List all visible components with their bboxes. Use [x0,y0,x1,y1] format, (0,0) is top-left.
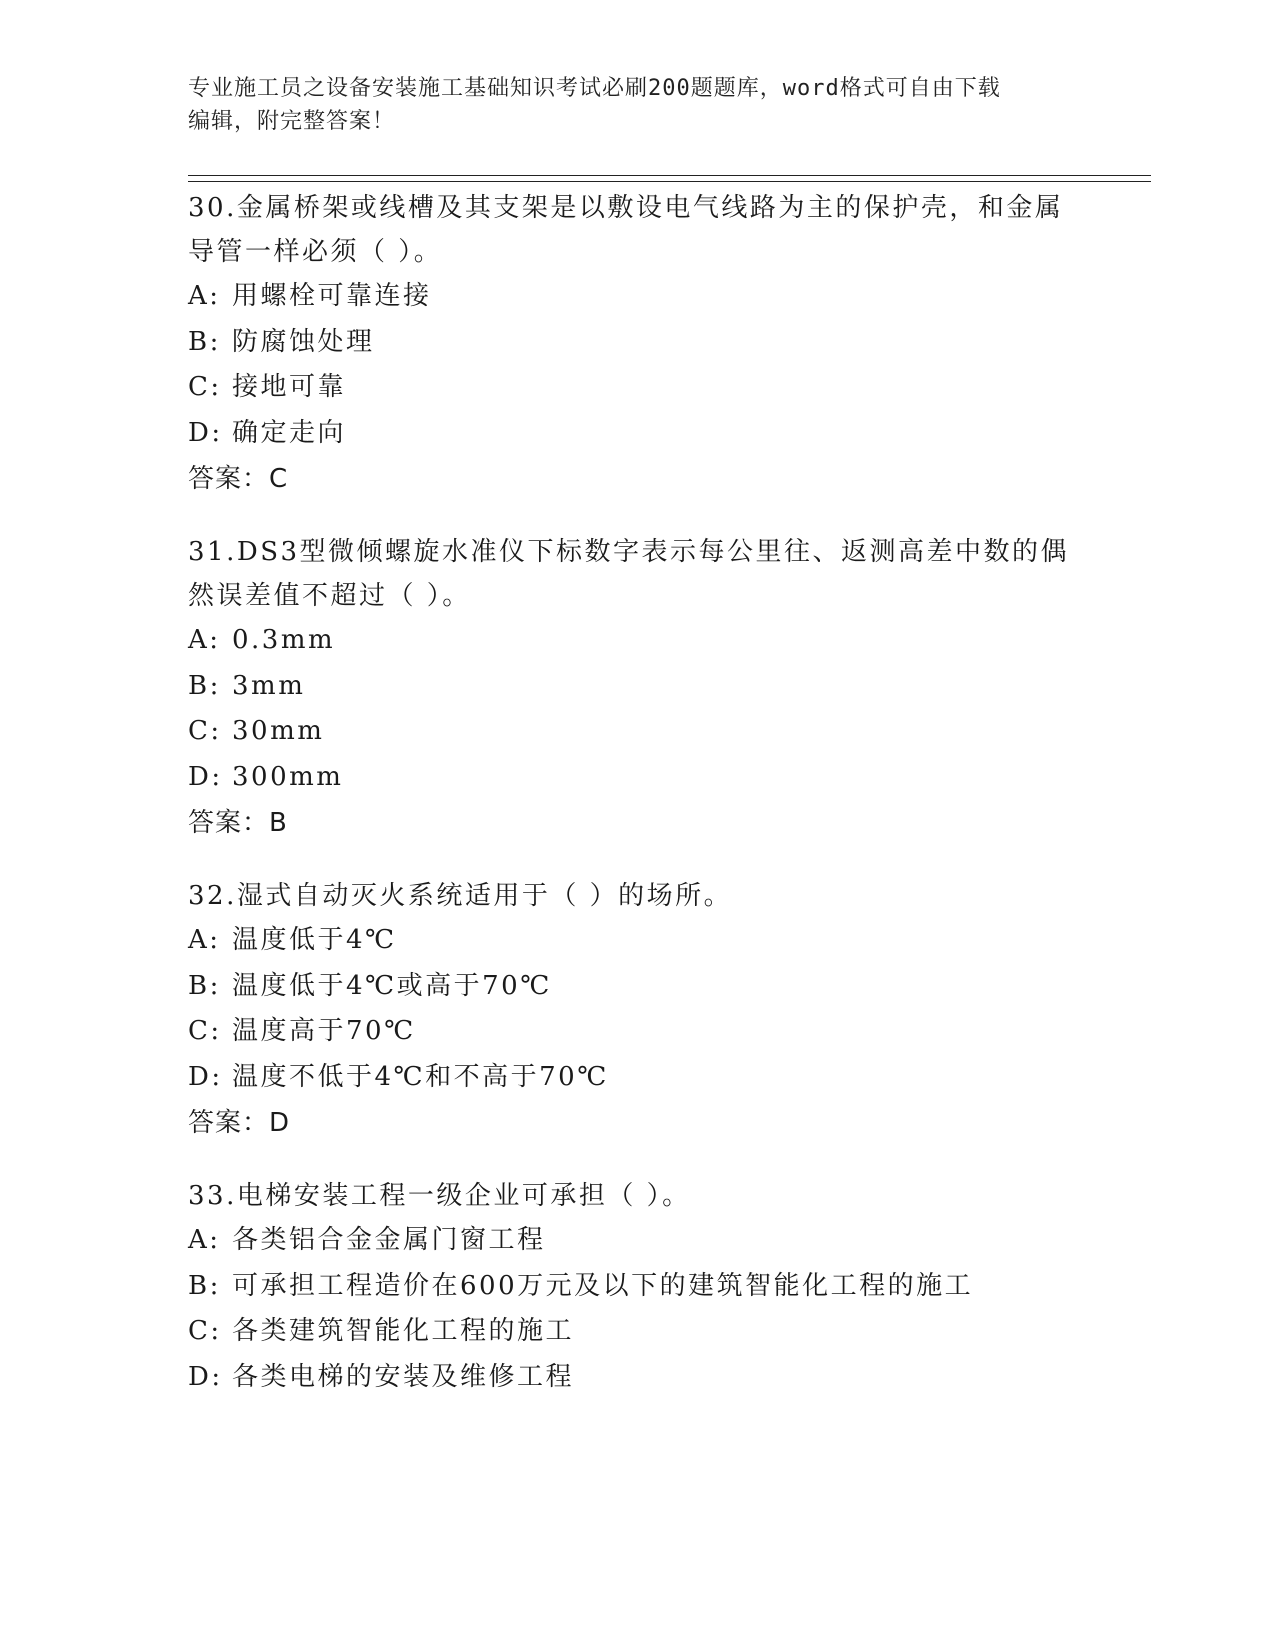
question-text-line-2: 导管一样必须（ ）。 [188,237,443,267]
option-text: 可承担工程造价在600万元及以下的建筑智能化工程的施工 [232,1270,974,1301]
option-letter: A: [188,625,221,655]
option-letter: A: [188,925,221,955]
option-text: 用螺栓可靠连接 [232,281,432,311]
option-c [188,365,1088,411]
option-letter: C: [188,716,222,746]
option-text: 温度不低于4℃和不高于70℃ [232,1061,609,1092]
question-32 [188,874,1088,1146]
option-letter: D: [188,1361,223,1392]
option-text: 各类铝合金金属门窗工程 [232,1225,546,1255]
option-text: 温度低于4℃ [232,925,397,955]
option-c [188,709,1088,755]
option-letter: B: [188,1270,221,1301]
option-text: 接地可靠 [232,372,347,402]
question-31 [188,530,1088,846]
question-list [188,186,1088,1428]
question-33 [188,1174,1088,1400]
option-text: 3mm [232,670,306,701]
option-text: 温度低于4℃或高于70℃ [232,970,552,1001]
option-letter: B: [188,326,221,357]
question-text-line-1: 32.湿式自动灭火系统适用于（ ）的场所。 [188,881,733,911]
question-30 [188,186,1088,502]
option-b [188,320,1088,366]
option-a [188,1218,1088,1264]
option-text: 确定走向 [232,417,347,448]
option-a [188,274,1088,320]
option-text: 0.3mm [232,625,336,655]
answer-line: 答案：D [188,1108,291,1138]
option-letter: D: [188,1061,223,1092]
option-letter: D: [188,761,223,792]
option-letter: A: [188,281,221,311]
question-text-line-2: 然误差值不超过（ ）。 [188,581,471,611]
header-line-1: 专业施工员之设备安装施工基础知识考试必刷200题题库，word格式可自由下载 [188,76,1001,101]
option-a [188,918,1088,964]
option-d [188,755,1088,801]
question-text-line-1: 33.电梯安装工程一级企业可承担（ ）。 [188,1181,691,1211]
option-letter: C: [188,372,222,402]
option-c [188,1009,1088,1055]
option-text: 防腐蚀处理 [232,326,375,357]
option-b [188,664,1088,710]
option-d [188,411,1088,457]
option-text: 各类电梯的安装及维修工程 [232,1361,575,1392]
option-text: 各类建筑智能化工程的施工 [232,1316,575,1346]
option-letter: A: [188,1225,221,1255]
option-letter: D: [188,417,223,448]
question-text-line-1: 30.金属桥架或线槽及其支架是以敷设电气线路为主的保护壳，和金属 [188,193,1064,223]
answer-line: 答案：C [188,464,289,494]
option-c [188,1309,1088,1355]
option-letter: B: [188,970,221,1001]
document-header [188,72,1088,138]
option-letter: B: [188,670,221,701]
option-b [188,964,1088,1010]
header-divider [188,175,1151,182]
option-letter: C: [188,1316,222,1346]
question-text-line-1: 31.DS3型微倾螺旋水准仪下标数字表示每公里往、返测高差中数的偶 [188,537,1070,567]
option-b [188,1264,1088,1310]
option-text: 温度高于70℃ [232,1016,416,1046]
answer-line: 答案：B [188,808,288,838]
option-letter: C: [188,1016,222,1046]
option-text: 300mm [232,761,344,792]
option-a [188,618,1088,664]
option-d [188,1355,1088,1401]
header-line-2: 编辑，附完整答案！ [188,109,396,134]
option-text: 30mm [232,716,325,746]
option-d [188,1055,1088,1101]
